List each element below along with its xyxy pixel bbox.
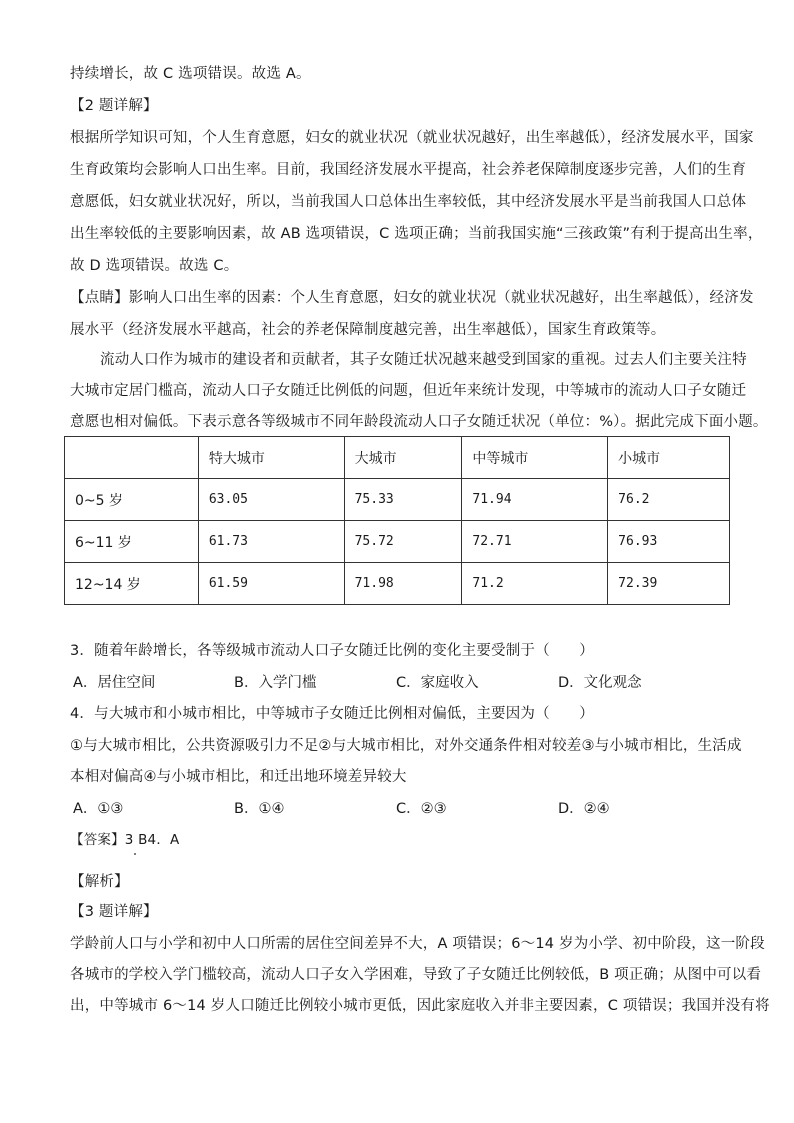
q2-detail-line: 根据所学知识可知，个人生育意愿，妇女的就业状况（就业状况越好，出生率越低），经济发展水平，国家 (70, 130, 754, 146)
continuation-line: 持续增长，故 C 选项错误。故选 A。 (70, 66, 311, 82)
table-cell: 71.94 (462, 479, 608, 521)
q3-option-d: D．文化观念 (558, 675, 642, 691)
analysis-line: 出，中等城市 6～14 岁人口随迁比例较小城市更低，因此家庭收入并非主要因素，C 项错误；我国并没有将 (70, 998, 770, 1014)
q4-stem: 4．与大城市和小城市相比，中等城市子女随迁比例相对偏低，主要因为（ ） (70, 706, 594, 722)
table-cell: 72.39 (608, 563, 730, 605)
table-cell: 76.2 (608, 479, 730, 521)
table-header-cell: 中等城市 (462, 437, 608, 479)
q3-stem: 3．随着年龄增长，各等级城市流动人口子女随迁比例的变化主要受制于（ ） (70, 643, 594, 659)
table-header-cell (65, 437, 199, 479)
q4-option-d: D．②④ (558, 801, 610, 817)
table-cell: 71.2 (462, 563, 608, 605)
q3-option-b: B．入学门槛 (234, 675, 317, 691)
table-header-cell: 小城市 (608, 437, 730, 479)
table-cell: 75.33 (344, 479, 462, 521)
table-header-cell: 大城市 (344, 437, 462, 479)
table-row-label: 0~5 岁 (65, 479, 199, 521)
table-row (65, 563, 730, 605)
table-cell: 61.59 (198, 563, 344, 605)
table-cell: 63.05 (198, 479, 344, 521)
table-row (65, 521, 730, 563)
table-cell: 72.71 (462, 521, 608, 563)
table-header-row (65, 437, 730, 479)
q2-detail-line: 生育政策均会影响人口出生率。目前，我国经济发展水平提高，社会养老保障制度逐步完善，人们的生育 (70, 162, 747, 178)
tip-line: 展水平（经济发展水平越高，社会的养老保障制度越完善，出生率越低），国家生育政策等。 (70, 322, 666, 338)
q4-option-a: A．①③ (73, 801, 124, 817)
table-row (65, 479, 730, 521)
table-row-label: 6~11 岁 (65, 521, 199, 563)
intro-line: 流动人口作为城市的建设者和贡献者，其子女随迁状况越来越受到国家的重视。过去人们主要关注特 (100, 352, 747, 368)
intro-line: 大城市定居门槛高，流动人口子女随迁比例低的问题，但近年来统计发现，中等城市的流动人口子女随迁 (70, 383, 747, 399)
table-cell: 75.72 (344, 521, 462, 563)
q3-detail-heading: 【3 题详解】 (70, 904, 158, 920)
intro-line: 意愿也相对偏低。下表示意各等级城市不同年龄段流动人口子女随迁状况（单位：%）。据此完成下面小题。 (70, 414, 768, 430)
q2-detail-heading: 【2 题详解】 (70, 98, 158, 114)
tip-line: 【点睛】影响人口出生率的因素：个人生育意愿，妇女的就业状况（就业状况越好，出生率越低），经济发 (70, 290, 754, 306)
analysis-heading: 【解析】 (70, 874, 129, 890)
q2-detail-line: 故 D 选项错误。故选 C。 (70, 258, 239, 274)
q4-statement-line: ①与大城市相比，公共资源吸引力不足②与大城市相比，对外交通条件相对较差③与小城市相比，生活成 (70, 738, 742, 754)
table-row-label: 12~14 岁 (65, 563, 199, 605)
answer-line: 【答案】3 B4．A (70, 832, 180, 848)
stray-mark (134, 853, 136, 855)
migration-table (64, 436, 730, 605)
q4-option-c: C．②③ (396, 801, 447, 817)
q3-option-c: C．家庭收入 (396, 675, 479, 691)
analysis-line: 学龄前人口与小学和初中人口所需的居住空间差异不大，A 项错误；6～14 岁为小学、初中阶段，这一阶段 (70, 936, 765, 952)
q4-option-b: B．①④ (234, 801, 285, 817)
table-header-cell: 特大城市 (198, 437, 344, 479)
table-cell: 71.98 (344, 563, 462, 605)
q4-statement-line: 本相对偏高④与小城市相比，和迁出地环境差异较大 (70, 769, 407, 785)
q2-detail-line: 意愿低，妇女就业状况好，所以，当前我国人口总体出生率较低，其中经济发展水平是当前我国人口总体 (70, 194, 747, 210)
analysis-line: 各城市的学校入学门槛较高，流动人口子女入学困难，导致了子女随迁比例较低，B 项正确；从图中可以看 (70, 967, 762, 983)
q3-option-a: A．居住空间 (73, 675, 156, 691)
table-cell: 61.73 (198, 521, 344, 563)
table-cell: 76.93 (608, 521, 730, 563)
q2-detail-line: 出生率较低的主要影响因素，故 AB 选项错误，C 选项正确；当前我国实施“三孩政策”有利于提高出生率， (70, 226, 763, 242)
